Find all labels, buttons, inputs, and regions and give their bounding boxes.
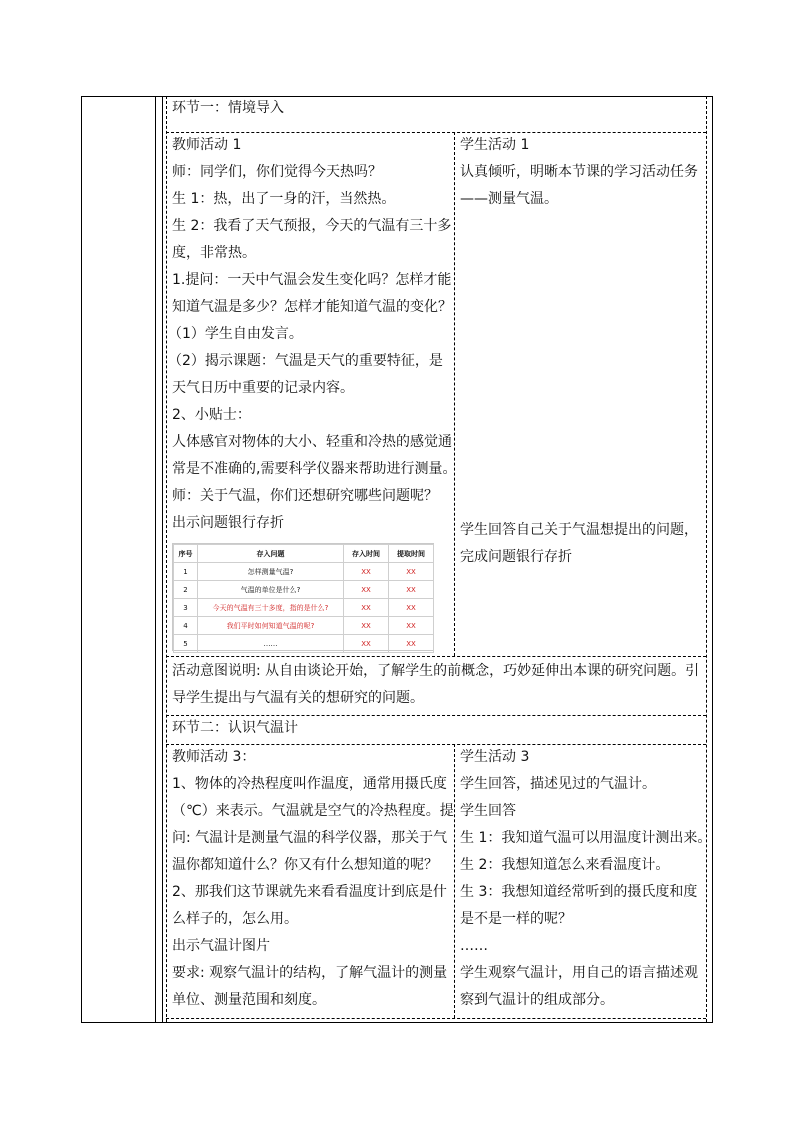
- student-line: 学生回答: [460, 803, 516, 819]
- student-line: 察到气温计的组成部分。: [460, 992, 614, 1008]
- teacher-line: 常是不准确的,需要科学仪器来帮助进行测量。: [172, 461, 457, 477]
- header-deposit-time: 存入时间: [344, 545, 389, 563]
- row-withdraw-time: XX: [389, 617, 434, 635]
- teacher-line: 要求: 观察气温计的结构，了解气温计的测量: [172, 965, 448, 981]
- teacher-line: （1）学生自由发言。: [168, 326, 303, 342]
- teacher-line: 生 2：我看了天气预报，今天的气温有三十多: [172, 218, 452, 234]
- row-no: 5: [174, 635, 198, 653]
- teacher-line: 出示问题银行存折: [172, 515, 284, 531]
- label-column-divider: [155, 96, 156, 1022]
- student-line: 完成问题银行存折: [460, 549, 572, 565]
- teacher-line: 1、物体的冷热程度叫作温度，通常用摄氏度: [172, 776, 447, 792]
- student-line: 是不是一样的呢？: [460, 911, 572, 927]
- row-deposit-time: XX: [344, 581, 389, 599]
- teacher-line: 知道气温是多少？怎样才能知道气温的变化？: [172, 299, 452, 315]
- teacher-line: 出示气温计图片: [172, 938, 270, 954]
- row-deposit-time: XX: [344, 635, 389, 653]
- row-question: 怎样测量气温?: [198, 563, 344, 581]
- teacher-line: 2、那我们这节课就先来看看温度计到底是什: [172, 884, 447, 900]
- teacher-line: 师：关于气温，你们还想研究哪些问题呢？: [172, 488, 438, 504]
- row-question: ……: [198, 635, 344, 653]
- row-no: 3: [174, 599, 198, 617]
- table-row: [174, 599, 434, 617]
- question-bank-table: [172, 543, 434, 651]
- teacher-activity-1-title: 教师活动 1: [172, 137, 242, 153]
- teacher-line: （2）揭示课题：气温是天气的重要特征，是: [168, 353, 443, 369]
- student-line: 学生回答自己关于气温想提出的问题，: [460, 522, 698, 538]
- inner-dashed-left: [166, 96, 167, 1022]
- teacher-line: 天气日历中重要的记录内容。: [172, 380, 354, 396]
- student-activity-3-title: 学生活动 3: [460, 749, 530, 765]
- outer-bottom-border: [81, 1022, 713, 1023]
- teacher-line: 度，非常热。: [172, 245, 256, 261]
- student-line: 生 3：我想知道经常听到的摄氏度和度: [460, 884, 698, 900]
- row-divider-1: [166, 132, 706, 133]
- row-withdraw-time: XX: [389, 635, 434, 653]
- teacher-activity-3-title: 教师活动 3：: [172, 749, 256, 765]
- row-withdraw-time: XX: [389, 581, 434, 599]
- row-deposit-time: XX: [344, 617, 389, 635]
- row-no: 4: [174, 617, 198, 635]
- row-no: 2: [174, 581, 198, 599]
- table-row: [174, 581, 434, 599]
- section2-header: 环节二：认识气温计: [172, 720, 298, 736]
- header-question: 存入问题: [198, 545, 344, 563]
- row-question: 我们平时如何知道气温的呢?: [198, 617, 344, 635]
- teacher-line: 人体感官对物体的大小、轻重和冷热的感觉通: [172, 434, 452, 450]
- student-line: 学生观察气温计，用自己的语言描述观: [460, 965, 698, 981]
- header-no: 序号: [174, 545, 198, 563]
- teacher-line: （℃）来表示。气温就是空气的冷热程度。提: [172, 803, 454, 819]
- row-no: 1: [174, 563, 198, 581]
- teacher-line: 温你都知道什么？你又有什么想知道的呢？: [172, 857, 438, 873]
- table-row: [174, 563, 434, 581]
- student-activity-1-title: 学生活动 1: [460, 137, 530, 153]
- row-question: 今天的气温有三十多度，指的是什么?: [198, 599, 344, 617]
- teacher-line: 生 1：热，出了一身的汗，当然热。: [172, 191, 396, 207]
- column-divider-sec1: [454, 132, 455, 656]
- section1-header: 环节一：情境导入: [172, 100, 284, 116]
- student-line: ——测量气温。: [460, 191, 558, 207]
- student-line: 生 2：我想知道怎么来看温度计。: [460, 857, 670, 873]
- row-divider-5: [166, 1018, 706, 1019]
- outer-right-border: [712, 96, 713, 1022]
- row-withdraw-time: XX: [389, 563, 434, 581]
- row-deposit-time: XX: [344, 599, 389, 617]
- teacher-line: 2、小贴士：: [172, 407, 251, 423]
- row-question: 气温的单位是什么?: [198, 581, 344, 599]
- teacher-line: 么样子的，怎么用。: [172, 911, 298, 927]
- student-line: 认真倾听，明晰本节课的学习活动任务: [460, 164, 698, 180]
- outer-left-border: [81, 96, 82, 1022]
- inner-dashed-right: [706, 96, 707, 1022]
- column-divider-sec2: [454, 744, 455, 1018]
- teacher-line: 问: 气温计是测量气温的科学仪器，那关于气: [172, 830, 448, 846]
- row-divider-2: [166, 656, 706, 657]
- teacher-line: 1.提问：一天中气温会发生变化吗？怎样才能: [172, 272, 452, 288]
- row-deposit-time: XX: [344, 563, 389, 581]
- student-line: ……: [460, 938, 488, 954]
- teacher-line: 单位、测量范围和刻度。: [172, 992, 326, 1008]
- teacher-line: 师：同学们，你们觉得今天热吗？: [172, 164, 382, 180]
- activity-intent-line: 导学生提出与气温有关的想研究的问题。: [172, 690, 424, 706]
- inner-left-border: [162, 96, 163, 1022]
- activity-intent-line: 活动意图说明: 从自由谈论开始，了解学生的前概念，巧妙延伸出本课的研究问题。引: [172, 663, 700, 679]
- table-row: [174, 635, 434, 653]
- row-withdraw-time: XX: [389, 599, 434, 617]
- student-line: 生 1：我知道气温可以用温度计测出来。: [460, 830, 712, 846]
- student-line: 学生回答，描述见过的气温计。: [460, 776, 656, 792]
- table-row: [174, 617, 434, 635]
- table-header-row: [174, 545, 434, 563]
- header-withdraw-time: 提取时间: [389, 545, 434, 563]
